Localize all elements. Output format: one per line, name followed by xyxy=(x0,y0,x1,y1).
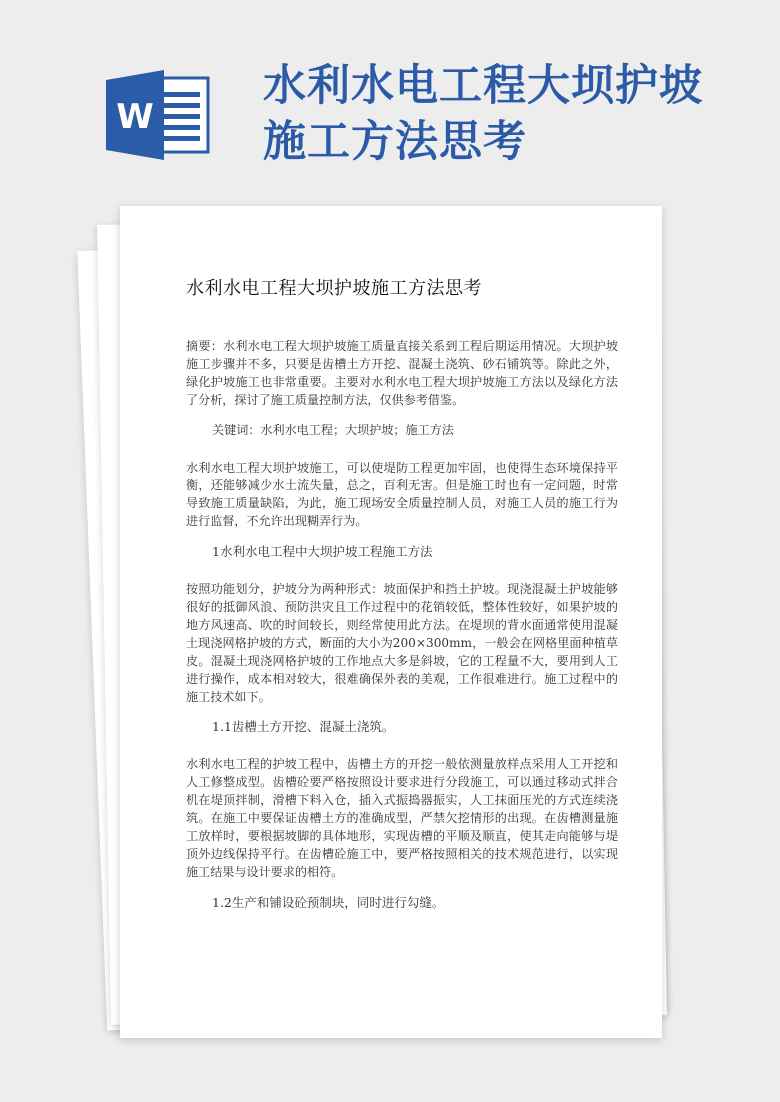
word-document-icon xyxy=(106,70,210,160)
page-title-line-1: 水利水电工程大坝护坡 xyxy=(263,61,703,111)
section-1-heading: 1水利水电工程中大坝护坡工程施工方法 xyxy=(212,544,433,560)
header xyxy=(0,0,780,200)
page-title xyxy=(263,58,763,170)
section-1-1-heading: 1.1齿槽土方开挖、混凝土浇筑。 xyxy=(212,719,395,735)
section-1-1-paragraph: 水利水电工程的护坡工程中，齿槽土方的开挖一般依测量放样点采用人工开挖和人工修整成型。齿槽砼要严格按照设计要求进行分段施工，可以通过移动式拌合机在堤顶拌制，滑槽下料入仓，插入式振捣器振实，人工抹面压光的方式连续浇筑。在施工中要保证齿槽土方的准确成型，严禁欠挖情形的出现。在齿槽测量施工放样时，要根据坡脚的具体地形，实现齿槽的平顺及顺直，使其走向能够与堤顶外边线保持平行。在齿槽砼施工中，要严格按照相关的技术规范进行，以实现施工结果与设计要求的相符。 xyxy=(186,757,618,879)
document-content xyxy=(186,270,618,912)
section-1-paragraph: 按照功能划分，护坡分为两种形式：坡面保护和挡土护坡。现浇混凝土护坡能够很好的抵御风浪、预防洪灾且工作过程中的花销较低，整体性较好，如果护坡的地方风速高、吹的时间较长，则经常使用此方法。在堤坝的背水面通常使用混凝土现浇网格护坡的方式，断面的大小为200×300mm，一般会在网格里面种植草皮。混凝土现浇网格护坡的工作地点大多是斜坡，它的工程量不大，要用到人工进行操作，成本相对较大，很难确保外表的美观，工作很难进行。施工过程中的施工技术如下。 xyxy=(186,582,618,704)
intro-paragraph: 水利水电工程大坝护坡施工，可以使堤防工程更加牢固，也使得生态环境保持平衡，还能够减少水土流失量，总之，百利无害。但是施工时也有一定问题，时常导致施工质量缺陷，为此，施工现场安全质量控制人员，对施工人员的施工行为进行监督，不允许出现糊弄行为。 xyxy=(186,460,618,529)
keywords-paragraph: 关键词：水利水电工程；大坝护坡；施工方法 xyxy=(212,422,454,437)
page-title-line-2: 施工方法思考 xyxy=(263,117,527,167)
word-icon-letter: W xyxy=(116,97,154,137)
abstract-paragraph: 摘要：水利水电工程大坝护坡施工质量直接关系到工程后期运用情况。大坝护坡施工步骤并不多，只要是齿槽土方开挖、混凝土浇筑、砂石铺筑等。除此之外，绿化护坡施工也非常重要。主要对水利水电工程大坝护坡施工方法以及绿化方法了分析，探讨了施工质量控制方法，仅供参考借鉴。 xyxy=(186,339,618,407)
document-title: 水利水电工程大坝护坡施工方法思考 xyxy=(186,278,482,299)
section-1-2-heading: 1.2生产和铺设砼预制块，同时进行勾缝。 xyxy=(212,894,445,910)
